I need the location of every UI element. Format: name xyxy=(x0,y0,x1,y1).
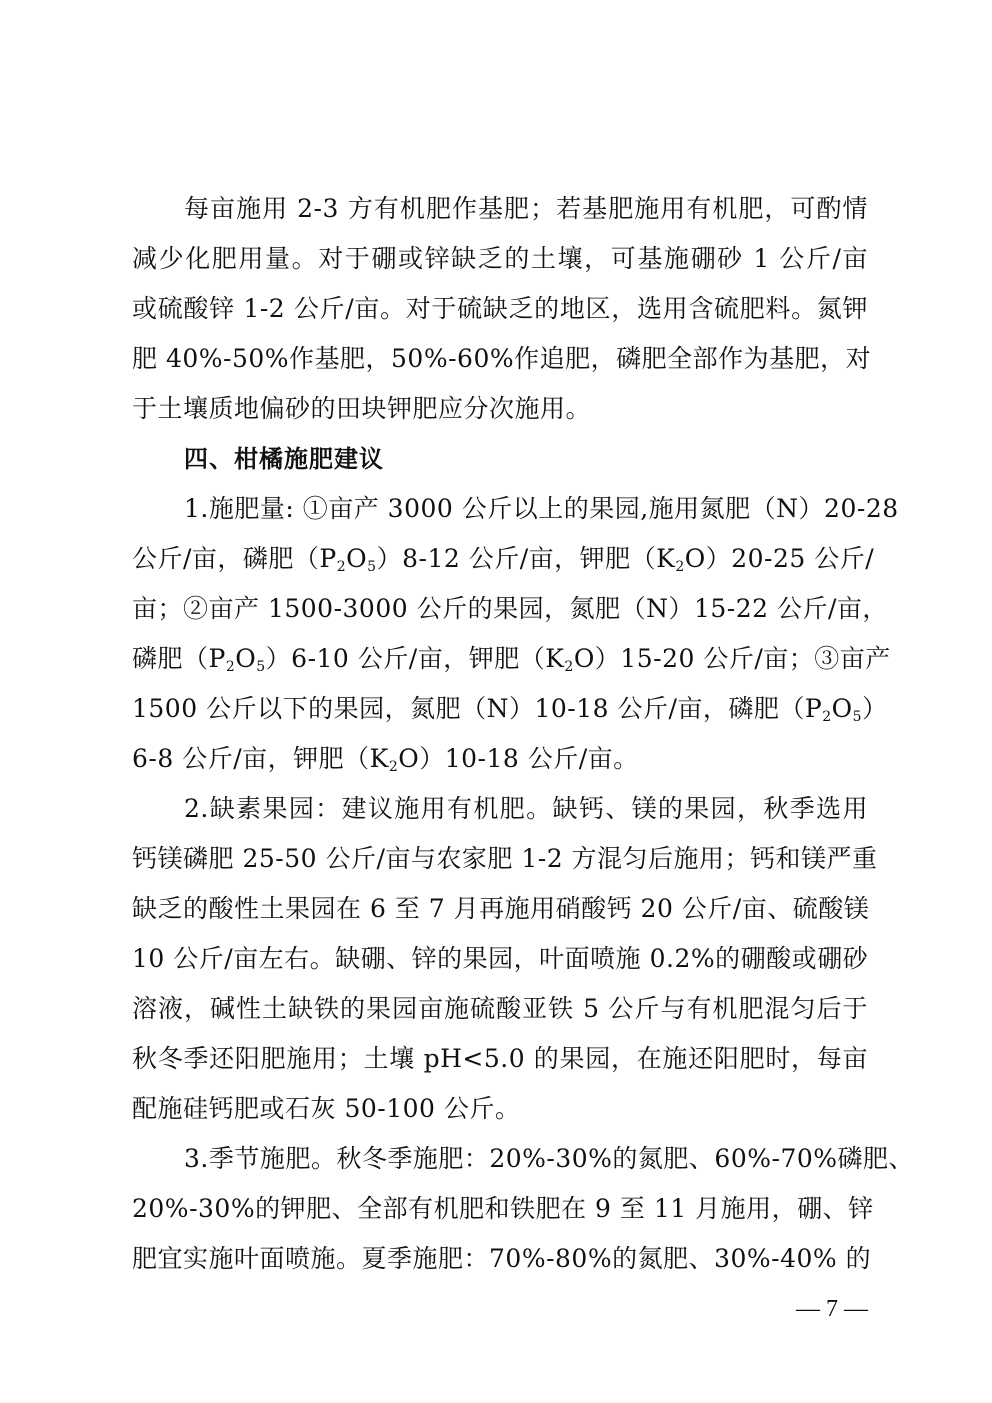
text-line: 2.缺素果园：建议施用有机肥。缺钙、镁的果园，秋季选用 xyxy=(184,794,868,823)
text-line: 亩；②亩产 1500-3000 公斤的果园，氮肥（N）15-22 公斤/亩， xyxy=(132,594,888,623)
paragraph-deficiency-orchards xyxy=(132,784,878,1134)
text-line: 配施硅钙肥或石灰 50-100 公斤。 xyxy=(132,1094,521,1123)
paragraph-fertilizer-amount xyxy=(132,484,899,784)
text-line: 减少化肥用量。对于硼或锌缺乏的土壤，可基施硼砂 1 公斤/亩 xyxy=(132,244,868,273)
text-line: 缺乏的酸性土果园在 6 至 7 月再施用硝酸钙 20 公斤/亩、硫酸镁 xyxy=(132,894,870,923)
text-line: 10 公斤/亩左右。缺硼、锌的果园，叶面喷施 0.2%的硼酸或硼砂 xyxy=(132,944,869,973)
text-line: 3.季节施肥。秋冬季施肥：20%-30%的氮肥、60%-70%磷肥、 xyxy=(184,1144,915,1173)
text-line: 1500 公斤以下的果园，氮肥（N）10-18 公斤/亩，磷肥$(P_2O_5)$ xyxy=(132,694,888,725)
text-line: 肥宜实施叶面喷施。夏季施肥：70%-80%的氮肥、30%-40% 的 xyxy=(132,1244,872,1273)
text-line: 于土壤质地偏砂的田块钾肥应分次施用。 xyxy=(132,394,592,423)
text-line: 公斤/亩，磷肥$(P_2O_5)8-12$ 公斤/亩，钾肥$(K_2O)20-25$ 公斤/ xyxy=(132,544,875,575)
text-line: 6-8 公斤/亩，钾肥$(K_2O)10-18$ 公斤/亩。 xyxy=(132,744,639,775)
paragraph-seasonal-fertilizing xyxy=(132,1134,915,1284)
section-heading: 四、柑橘施肥建议 xyxy=(184,445,384,473)
section-heading-citrus xyxy=(132,434,868,484)
text-line: 钙镁磷肥 25-50 公斤/亩与农家肥 1-2 方混匀后施用；钙和镁严重 xyxy=(132,844,878,873)
text-line: 磷肥$(P_2O_5)6-10$ 公斤/亩，钾肥$(K_2O)15-20$ 公斤/亩；③亩产 xyxy=(132,644,891,675)
page-number: — 7 — xyxy=(796,1296,868,1322)
text-line: 20%-30%的钾肥、全部有机肥和铁肥在 9 至 11 月施用，硼、锌 xyxy=(132,1194,874,1223)
text-line: 溶液，碱性土缺铁的果园亩施硫酸亚铁 5 公斤与有机肥混匀后于 xyxy=(132,994,868,1023)
text-line: 肥 40%-50%作基肥，50%-60%作追肥，磷肥全部作为基肥，对 xyxy=(132,344,872,373)
text-line: 秋冬季还阳肥施用；土壤 pH<5.0 的果园，在施还阳肥时，每亩 xyxy=(132,1044,868,1073)
text-line: 或硫酸锌 1-2 公斤/亩。对于硫缺乏的地区，选用含硫肥料。氮钾 xyxy=(132,294,868,323)
text-line: 1.施肥量: ①亩产 3000 公斤以上的果园,施用氮肥（N）20-28 xyxy=(184,494,899,523)
text-line: 每亩施用 2-3 方有机肥作基肥；若基肥施用有机肥，可酌情 xyxy=(184,194,868,223)
document-body xyxy=(132,184,915,1284)
paragraph-organic-fertilizer xyxy=(132,184,872,434)
